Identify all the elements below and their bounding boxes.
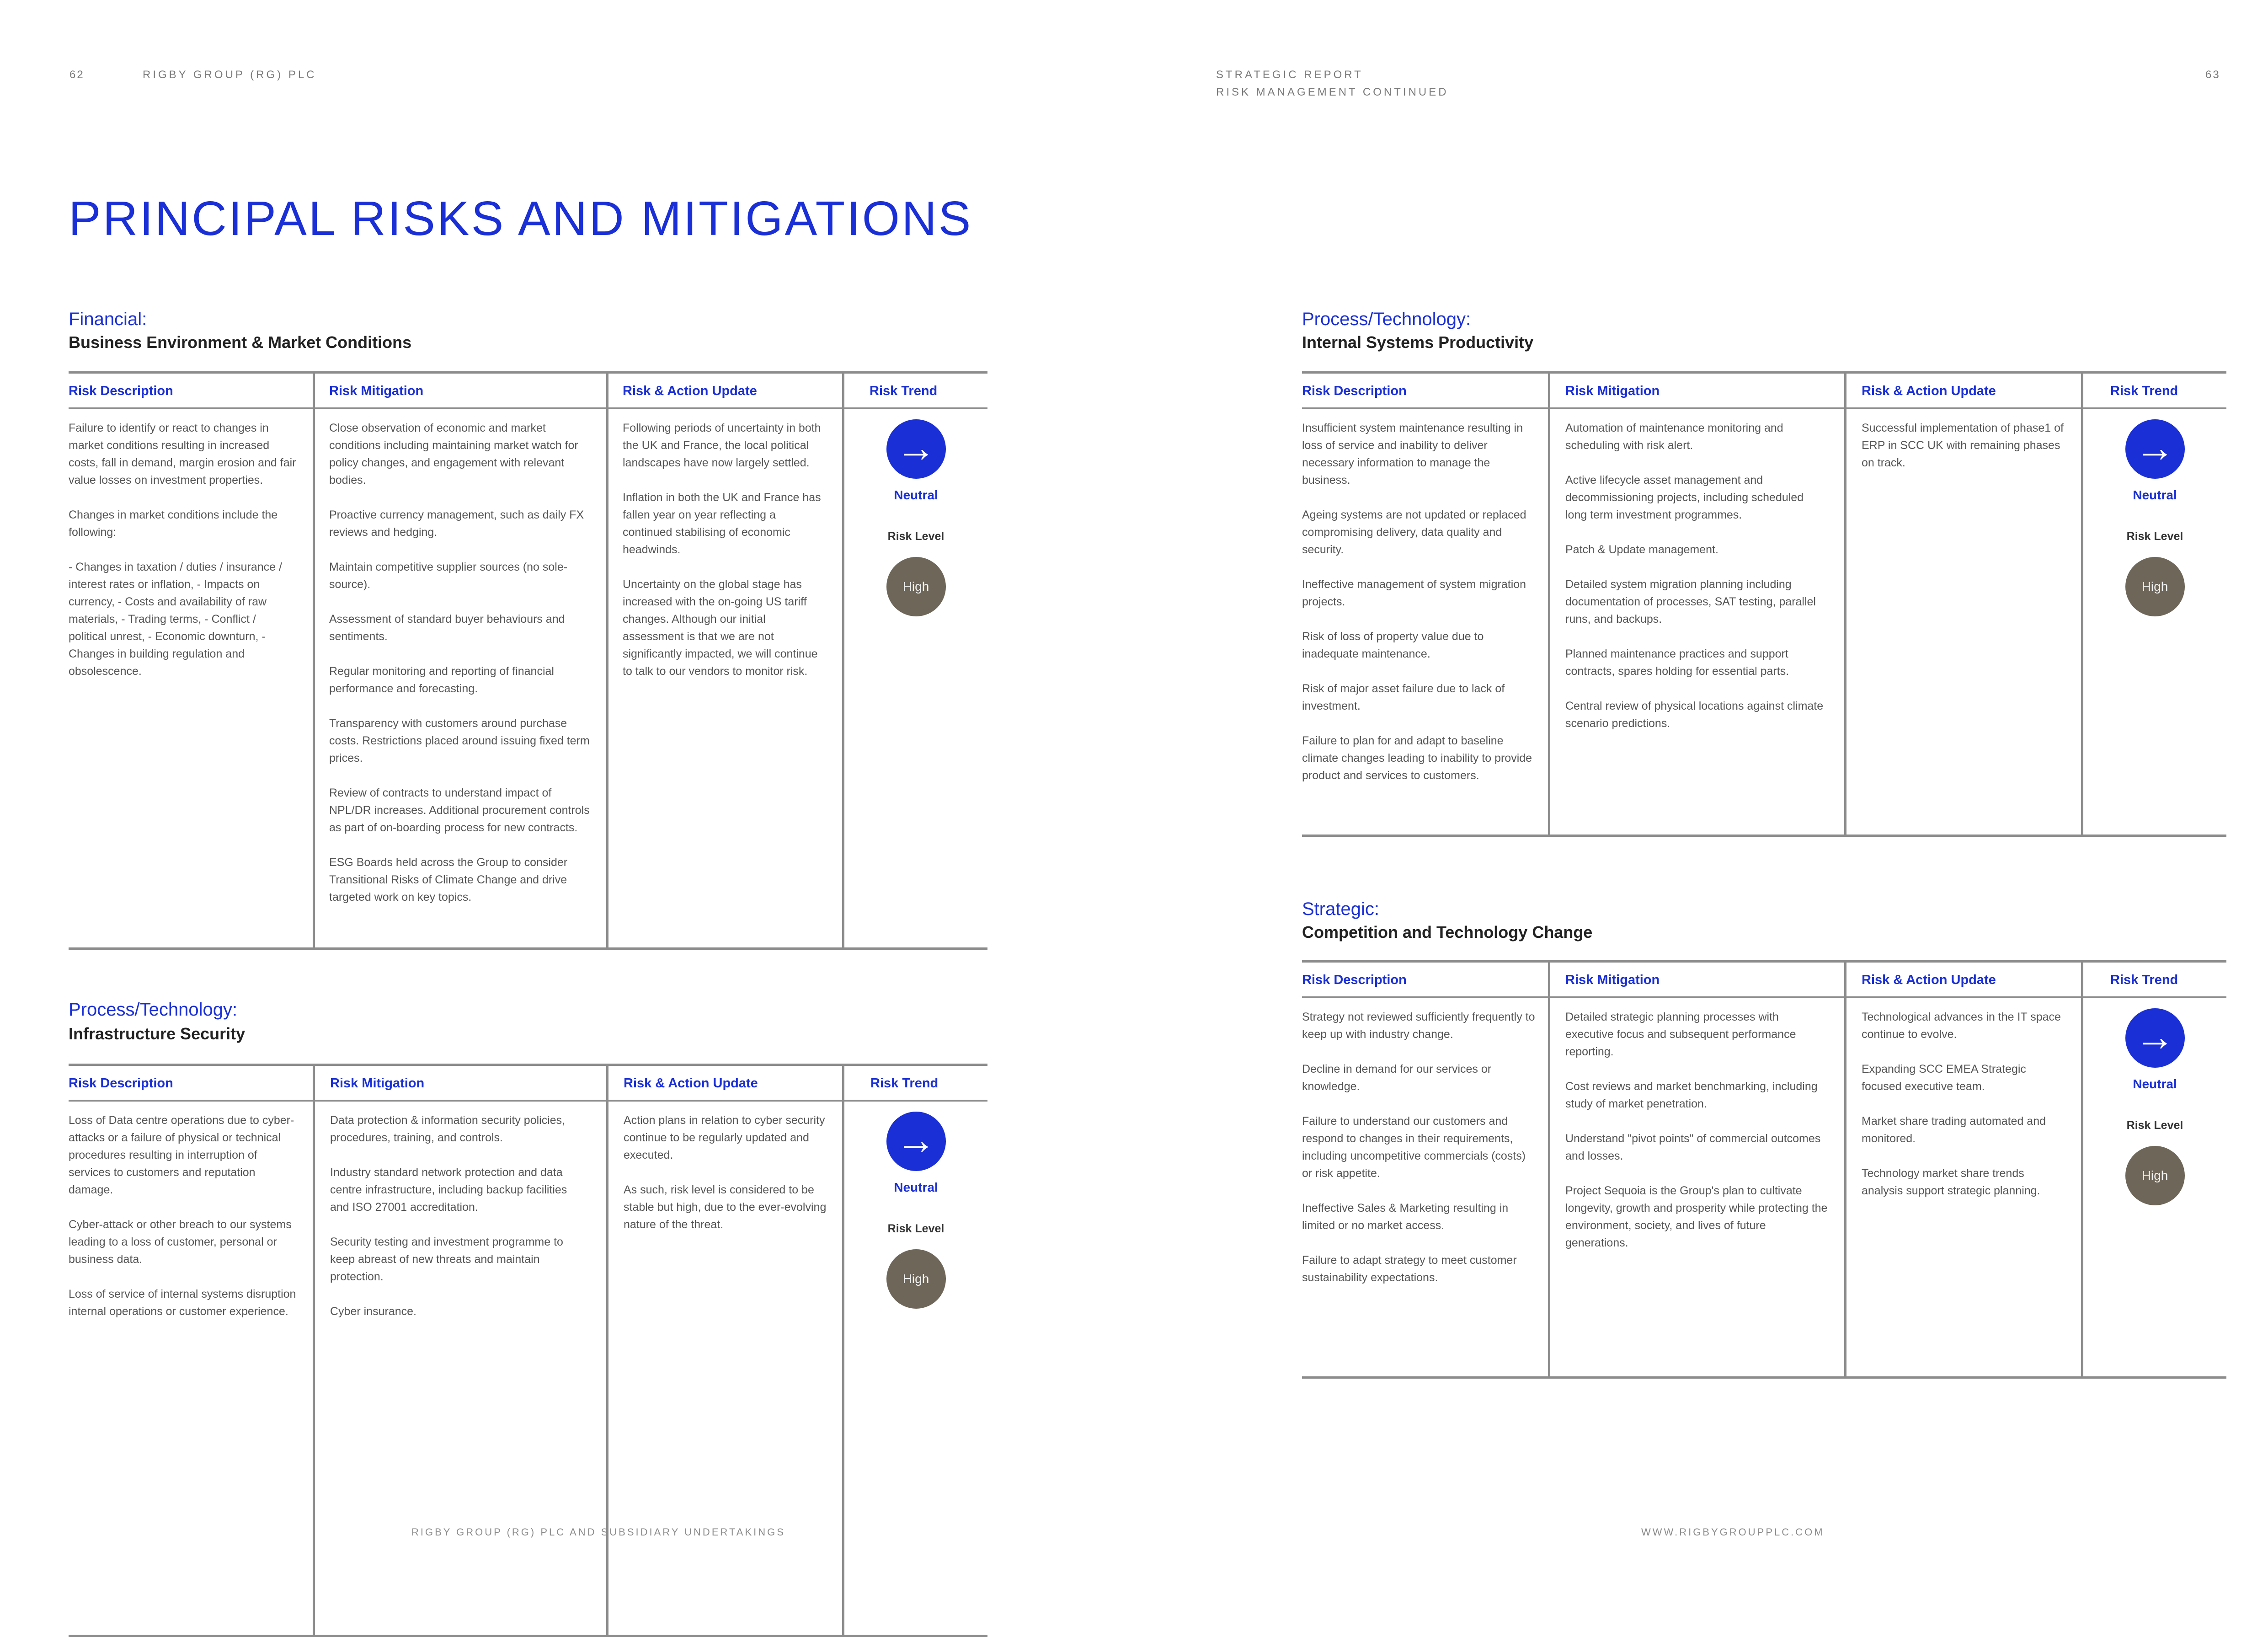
risk-update-text: As such, risk level is considered to be stable but high, due to the ever-evolving nature of the threat. bbox=[624, 1183, 827, 1231]
risk-update-text: Technology market share trends analysis support strategic planning. bbox=[1862, 1167, 2040, 1197]
risk-update-text: Expanding SCC EMEA Strategic focused executive team. bbox=[1862, 1063, 2026, 1093]
header-risk-update: Risk & Action Update bbox=[624, 1076, 758, 1091]
header-risk-description: Risk Description bbox=[1302, 384, 1407, 398]
risk-update-column bbox=[624, 1112, 829, 1251]
right-running-head-sub: RISK MANAGEMENT CONTINUED bbox=[1216, 86, 1449, 98]
arrow-right-icon: → bbox=[2125, 1008, 2185, 1068]
table-header bbox=[1302, 374, 2226, 409]
header-risk-mitigation: Risk Mitigation bbox=[1565, 973, 1660, 987]
header-risk-description: Risk Description bbox=[69, 384, 173, 398]
risk-mitigation-column bbox=[1565, 419, 1828, 749]
risk-mitigation-text: Security testing and investment programme to keep abreast of new threats and maintain protection. bbox=[330, 1236, 563, 1283]
strategic-risk-table bbox=[1302, 960, 2226, 1379]
risk-description-text: Risk of major asset failure due to lack of investment. bbox=[1302, 682, 1505, 712]
risk-description-text: Failure to understand our customers and respond to changes in their requirements, including uncompetitive commercials (costs) or risk appetite. bbox=[1302, 1115, 1526, 1180]
arrow-right-icon: → bbox=[2125, 419, 2185, 479]
risk-mitigation-column bbox=[330, 1112, 586, 1337]
risk-description-text: Ineffective Sales & Marketing resulting in limited or no market access. bbox=[1302, 1202, 1509, 1232]
left-running-head: RIGBY GROUP (RG) PLC bbox=[143, 69, 317, 81]
right-running-head: STRATEGIC REPORT bbox=[1216, 69, 1363, 81]
financial-subtitle: Business Environment & Market Conditions bbox=[69, 333, 412, 352]
risk-mitigation-text: Project Sequoia is the Group's plan to cultivate longevity, growth and prosperity while protecting the environment, society, and lives of future generations. bbox=[1565, 1184, 1828, 1249]
arrow-right-icon: → bbox=[886, 1112, 946, 1171]
risk-description-text: Failure to adapt strategy to meet customer sustainability expectations. bbox=[1302, 1254, 1517, 1284]
risk-mitigation-text: Detailed system migration planning including documentation of processes, SAT testing, parallel runs, and backups. bbox=[1565, 578, 1816, 626]
risk-mitigation-text: Proactive currency management, such as daily FX reviews and hedging. bbox=[329, 508, 584, 539]
risk-update-text: Successful implementation of phase1 of ERP in SCC UK with remaining phases on track. bbox=[1862, 422, 2064, 469]
risk-description-column bbox=[1302, 419, 1535, 802]
risk-update-text: Inflation in both the UK and France has fallen year on year reflecting a continued stabilising of economic headwinds. bbox=[623, 491, 821, 556]
risk-description-column bbox=[1302, 1008, 1535, 1304]
risk-mitigation-text: Regular monitoring and reporting of financial performance and forecasting. bbox=[329, 665, 554, 695]
trend-label: Neutral bbox=[894, 488, 938, 502]
risk-mitigation-text: Active lifecycle asset management and decommissioning projects, including scheduled long term investment programmes. bbox=[1565, 474, 1804, 521]
risk-update-column bbox=[1862, 1008, 2067, 1217]
financial-risk-table bbox=[69, 371, 987, 950]
risk-update-text: Following periods of uncertainty in both the UK and France, the local political landscapes have now largely settled. bbox=[623, 422, 821, 469]
right-page-number: 63 bbox=[2205, 69, 2220, 81]
risk-mitigation-text: Data protection & information security policies, procedures, training, and controls. bbox=[330, 1114, 566, 1144]
risk-mitigation-text: Maintain competitive supplier sources (no sole-source). bbox=[329, 561, 568, 591]
financial-category: Financial: bbox=[69, 309, 147, 329]
risk-level-label: Risk Level bbox=[2126, 1119, 2183, 1132]
header-risk-mitigation: Risk Mitigation bbox=[329, 384, 424, 398]
risk-description-column bbox=[69, 1112, 297, 1337]
left-page-number: 62 bbox=[69, 69, 85, 81]
header-risk-trend: Risk Trend bbox=[870, 384, 938, 398]
risk-mitigation-text: Close observation of economic and market conditions including maintaining market watch for policy changes, and engagement with relevant bodies. bbox=[329, 422, 578, 487]
risk-description-text: Decline in demand for our services or knowledge. bbox=[1302, 1063, 1492, 1093]
risk-level-label: Risk Level bbox=[887, 530, 945, 543]
risk-update-text: Market share trading automated and monitored. bbox=[1862, 1115, 2046, 1145]
table-header bbox=[69, 374, 987, 409]
risk-description-text: - Changes in taxation / duties / insurance / interest rates or inflation, - Impacts on currency, - Costs and availability of raw materials, - Trading terms, - Conflict / political unrest, - Economic downturn, - Changes in building regulation and obsolescence. bbox=[69, 561, 282, 678]
risk-description-text: Loss of service of internal systems disruption internal operations or customer experience. bbox=[69, 1288, 296, 1318]
column-divider bbox=[313, 374, 315, 947]
header-risk-trend: Risk Trend bbox=[870, 1076, 939, 1091]
risk-description-text: Ageing systems are not updated or replaced compromising delivery, data quality and security. bbox=[1302, 508, 1526, 556]
right-footer: WWW.RIGBYGROUPPLC.COM bbox=[1641, 1526, 1825, 1538]
risk-level-badge: High bbox=[886, 557, 946, 616]
risk-description-text: Cyber-attack or other breach to our systems leading to a loss of customer, personal or business data. bbox=[69, 1218, 292, 1266]
risk-description-text: Loss of Data centre operations due to cyber-attacks or a failure of physical or technical procedures resulting in interruption of services to customers and reputation damage. bbox=[69, 1114, 294, 1196]
risk-mitigation-text: Central review of physical locations against climate scenario predictions. bbox=[1565, 700, 1824, 730]
risk-mitigation-text: Detailed strategic planning processes with executive focus and subsequent performance reporting. bbox=[1565, 1011, 1796, 1058]
risk-mitigation-column bbox=[1565, 1008, 1828, 1269]
header-risk-mitigation: Risk Mitigation bbox=[1565, 384, 1660, 398]
risk-update-column bbox=[623, 419, 828, 697]
header-risk-update: Risk & Action Update bbox=[1862, 973, 1996, 987]
risk-mitigation-text: Planned maintenance practices and support contracts, spares holding for essential parts. bbox=[1565, 647, 1789, 678]
risk-level-badge: High bbox=[2125, 557, 2185, 616]
risk-level-badge: High bbox=[2125, 1146, 2185, 1205]
risk-description-text: Failure to plan for and adapt to baseline climate changes leading to inability to provide product and services to customers. bbox=[1302, 734, 1532, 782]
header-risk-mitigation: Risk Mitigation bbox=[330, 1076, 425, 1091]
risk-trend-column bbox=[2083, 1008, 2226, 1205]
risk-mitigation-text: Cyber insurance. bbox=[330, 1305, 416, 1318]
risk-mitigation-column bbox=[329, 419, 590, 923]
risk-update-text: Uncertainty on the global stage has increased with the on-going US tariff changes. Although our initial assessment is that we are not significantly impacted, we will continue to talk to our vendors to monitor risk. bbox=[623, 578, 818, 678]
risk-description-text: Ineffective management of system migration projects. bbox=[1302, 578, 1526, 608]
risk-mitigation-text: Review of contracts to understand impact of NPL/DR increases. Additional procurement controls as part of on-boarding process for new contracts. bbox=[329, 786, 590, 834]
risk-mitigation-text: Patch & Update management. bbox=[1565, 543, 1718, 556]
table-header bbox=[69, 1066, 987, 1102]
header-risk-description: Risk Description bbox=[1302, 973, 1407, 987]
risk-description-text: Risk of loss of property value due to inadequate maintenance. bbox=[1302, 630, 1484, 660]
risk-trend-column bbox=[844, 1112, 987, 1309]
header-risk-update: Risk & Action Update bbox=[1862, 384, 1996, 398]
risk-mitigation-text: ESG Boards held across the Group to consider Transitional Risks of Climate Change and drive targeted work on key topics. bbox=[329, 856, 568, 904]
column-divider bbox=[1844, 374, 1846, 835]
risk-description-column bbox=[69, 419, 297, 697]
column-divider bbox=[1844, 963, 1846, 1376]
internal-subtitle: Internal Systems Productivity bbox=[1302, 333, 1534, 352]
header-risk-description: Risk Description bbox=[69, 1076, 173, 1091]
risk-level-badge: High bbox=[886, 1249, 946, 1309]
risk-update-column bbox=[1862, 419, 2067, 489]
risk-update-text: Technological advances in the IT space continue to evolve. bbox=[1862, 1011, 2061, 1041]
risk-mitigation-text: Understand "pivot points" of commercial outcomes and losses. bbox=[1565, 1132, 1821, 1162]
column-divider bbox=[313, 1066, 315, 1635]
risk-description-text: Strategy not reviewed sufficiently frequently to keep up with industry change. bbox=[1302, 1011, 1535, 1041]
risk-trend-column bbox=[844, 419, 987, 616]
column-divider bbox=[1548, 374, 1550, 835]
internal-risk-table bbox=[1302, 371, 2226, 837]
risk-level-label: Risk Level bbox=[887, 1222, 945, 1235]
column-divider bbox=[606, 374, 608, 947]
risk-mitigation-text: Assessment of standard buyer behaviours and sentiments. bbox=[329, 613, 565, 643]
header-risk-trend: Risk Trend bbox=[2110, 384, 2178, 398]
header-risk-update: Risk & Action Update bbox=[623, 384, 757, 398]
risk-update-text: Action plans in relation to cyber security continue to be regularly updated and executed. bbox=[624, 1114, 825, 1161]
strategic-subtitle: Competition and Technology Change bbox=[1302, 923, 1593, 942]
trend-label: Neutral bbox=[2133, 488, 2177, 502]
risk-description-text: Failure to identify or react to changes in market conditions resulting in increased costs, fall in demand, margin erosion and fair value losses on investment properties. bbox=[69, 422, 296, 487]
trend-label: Neutral bbox=[894, 1180, 938, 1194]
trend-label: Neutral bbox=[2133, 1077, 2177, 1091]
risk-mitigation-text: Automation of maintenance monitoring and scheduling with risk alert. bbox=[1565, 422, 1783, 452]
column-divider bbox=[606, 1066, 608, 1635]
infrastructure-category: Process/Technology: bbox=[69, 1000, 238, 1020]
left-footer: RIGBY GROUP (RG) PLC AND SUBSIDIARY UNDERTAKINGS bbox=[411, 1526, 785, 1538]
arrow-right-icon: → bbox=[886, 419, 946, 479]
risk-description-text: Insufficient system maintenance resulting in loss of service and inability to deliver necessary information to manage the business. bbox=[1302, 422, 1523, 487]
column-divider bbox=[1548, 963, 1550, 1376]
table-header bbox=[1302, 963, 2226, 998]
header-risk-trend: Risk Trend bbox=[2110, 973, 2178, 987]
risk-level-label: Risk Level bbox=[2126, 530, 2183, 543]
infrastructure-subtitle: Infrastructure Security bbox=[69, 1024, 245, 1043]
internal-category: Process/Technology: bbox=[1302, 309, 1471, 329]
risk-mitigation-text: Transparency with customers around purchase costs. Restrictions placed around issuing fixed term prices. bbox=[329, 717, 590, 765]
infrastructure-risk-table bbox=[69, 1064, 987, 1637]
risk-trend-column bbox=[2083, 419, 2226, 616]
page-title: PRINCIPAL RISKS AND MITIGATIONS bbox=[69, 192, 973, 246]
risk-mitigation-text: Industry standard network protection and data centre infrastructure, including backup facilities and ISO 27001 accreditation. bbox=[330, 1166, 567, 1214]
risk-mitigation-text: Cost reviews and market benchmarking, including study of market penetration. bbox=[1565, 1080, 1818, 1110]
risk-description-text: Changes in market conditions include the following: bbox=[69, 508, 278, 539]
strategic-category: Strategic: bbox=[1302, 899, 1379, 919]
